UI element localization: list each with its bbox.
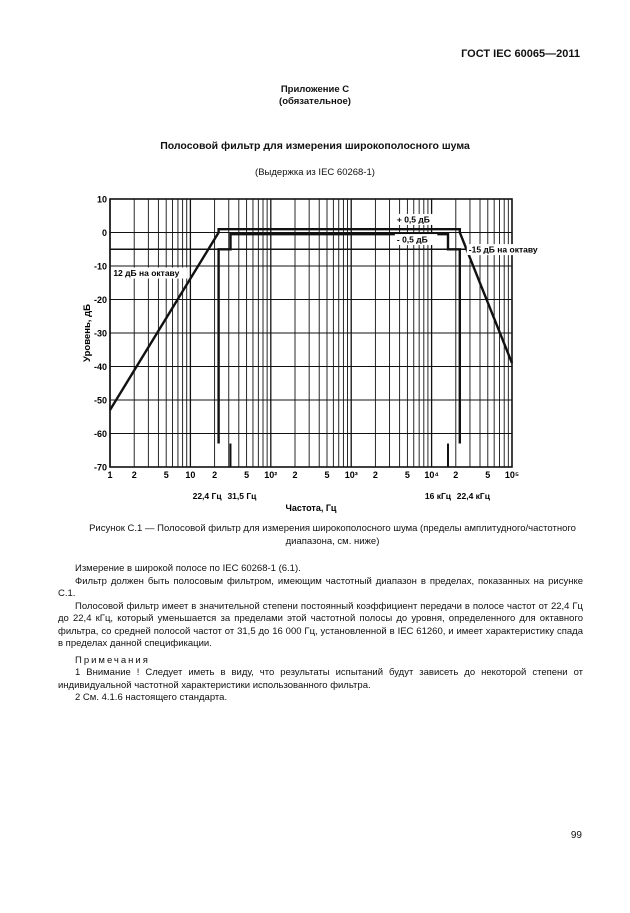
page-number: 99 [570,830,582,841]
x-tick-label: 5 [485,470,491,480]
paragraph-2: Фильтр должен быть полосовым фильтром, имеющим частотный диапазон в пределах, показанных на рисунке С.1. [58,575,583,599]
series-line-upper-limit [110,229,512,410]
paragraph-1: Измерение в широкой полосе по IEC 60268-1 (6.1). [75,563,301,574]
y-tick-label: -50 [93,395,107,406]
note-1: 1 Внимание ! Следует иметь в виду, что результаты испытаний будут зависеть до некоторой степени от индивидуальной частотной характеристики использованного фильтра. [58,667,583,691]
x-tick-label: 5 [244,470,250,480]
y-tick-label: -30 [93,328,107,339]
y-tick-label: 0 [101,228,107,238]
x-tick-label: 10⁵ [504,470,520,480]
notes-title: Примечания [75,654,150,666]
y-tick-label: -70 [93,462,107,473]
x-tick-label: 1 [107,470,113,480]
x-axis-label: Частота, Гц [285,503,337,513]
y-axis-label: Уровень, дБ [82,304,93,362]
frequency-label: 22,4 Гц [192,491,222,501]
chart-annotation: - 0,5 дБ [396,234,428,245]
chart-series [110,229,512,467]
x-tick-label: 5 [163,470,169,480]
x-tick-label: 5 [404,470,410,480]
figure-source-note: (Выдержка из IEC 60268-1) [255,167,375,178]
chart-annotation: + 0,5 дБ [396,214,430,225]
frequency-label: 22,4 кГц [456,491,490,501]
figure-caption: Рисунок С.1 — Полосовой фильтр для измерения широкополосного шума (пределы амплитудного/частотного диапазона, см. ниже) [89,523,576,547]
x-tick-label: 2 [453,470,459,480]
annex-status: (обязательное) [279,96,351,107]
note-2: 2 См. 4.1.6 настоящего стандарта. [75,692,228,703]
x-tick-label: 5 [324,470,330,480]
x-tick-label: 2 [292,470,298,480]
chart-labels [82,195,548,514]
x-tick-label: 10 [185,470,196,480]
figure-title: Полосовой фильтр для измерения широкополосного шума [160,140,470,152]
y-tick-label: -20 [93,295,107,305]
y-tick-label: -60 [93,429,107,439]
frequency-label: 16 кГц [424,491,452,501]
x-tick-label: 10² [264,470,278,480]
chart-annotation: 12 дБ на октаву [113,268,180,279]
x-tick-label: 10⁴ [424,470,439,480]
paragraph-3: Полосовой фильтр имеет в значительной степени постоянный коэффициент передачи в полосе частот от 22,4 Гц до 22,4 кГц, который уменьшается за пределами этой частотной полосы до уровня, определенного для октавного фильтра, со средней полосой частот от 31,5 до 16 000 Гц, установленной в IEC 61260, и имеет характеристику спада в пределах данной спецификации. [58,600,583,649]
annex-title: Приложение С [280,84,350,95]
chart-grid [110,199,512,467]
body-text [58,563,583,705]
standard-header: ГОСТ IEC 60065—2011 [461,48,580,60]
frequency-label: 31,5 Гц [227,491,257,501]
y-tick-label: 10 [96,194,107,205]
y-tick-label: -10 [93,261,107,272]
x-tick-label: 10³ [344,470,358,480]
x-tick-label: 2 [212,470,218,480]
chart-annotation: -15 дБ на октаву [468,244,538,255]
y-tick-label: -40 [93,362,107,372]
x-tick-label: 2 [131,470,137,480]
x-tick-label: 2 [372,470,378,480]
